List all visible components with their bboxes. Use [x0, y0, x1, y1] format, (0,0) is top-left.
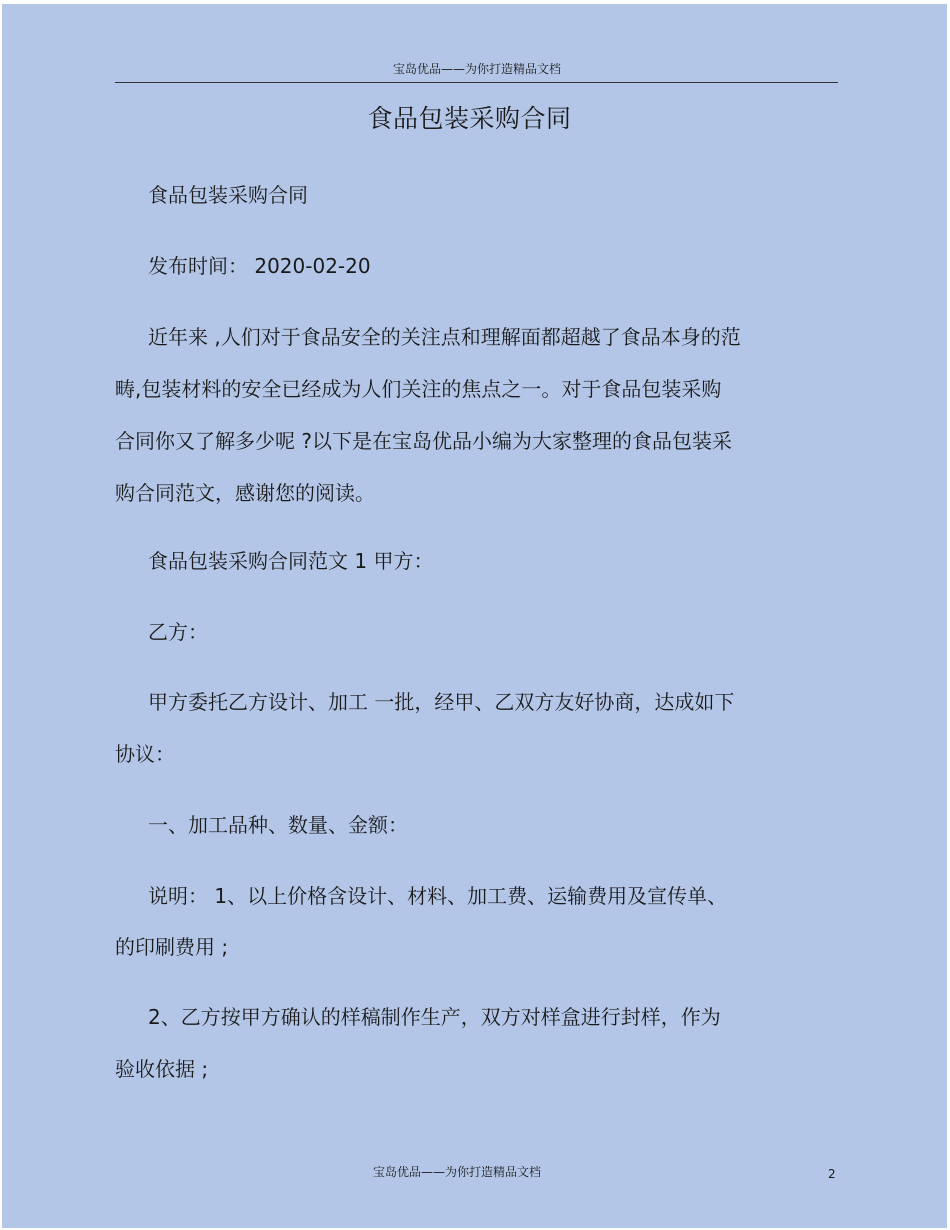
body-line: 食品包装采购合同范文 1 甲方： — [148, 549, 434, 573]
page-header: 宝岛优品——为你打造精品文档 — [392, 62, 561, 76]
body-line: 近年来 ,人们对于食品安全的关注点和理解面都超越了食品本身的范 — [148, 325, 741, 349]
document-title: 食品包装采购合同 — [367, 104, 572, 133]
body-line: 乙方： — [148, 620, 208, 644]
document-page — [2, 4, 947, 1228]
body-line: 合同你又了解多少呢 ?以下是在宝岛优品小编为大家整理的食品包装采 — [115, 429, 732, 453]
body-line: 畴,包装材料的安全已经成为人们关注的焦点之一。对于食品包装采购 — [115, 377, 722, 401]
body-line: 甲方委托乙方设计、加工 一批，经甲、乙双方友好协商，达成如下 — [148, 690, 735, 714]
body-line: 2、乙方按甲方确认的样稿制作生产，双方对样盒进行封样，作为 — [148, 1005, 721, 1029]
body-line: 食品包装采购合同 — [148, 183, 308, 207]
body-line: 验收依据 ; — [115, 1057, 209, 1081]
section-heading: 一、加工品种、数量、金额： — [148, 813, 408, 837]
header-divider — [115, 82, 838, 83]
body-line: 说明： 1、以上价格含设计、材料、加工费、运输费用及宣传单、 — [148, 884, 728, 908]
page-footer: 宝岛优品——为你打造精品文档 — [372, 1165, 541, 1179]
body-line: 购合同范文，感谢您的阅读。 — [115, 481, 375, 505]
body-line: 的印刷费用 ; — [115, 935, 229, 959]
body-line: 协议： — [115, 742, 175, 766]
publish-date-line: 发布时间： 2020-02-20 — [148, 254, 371, 278]
page-number: 2 — [828, 1167, 836, 1181]
